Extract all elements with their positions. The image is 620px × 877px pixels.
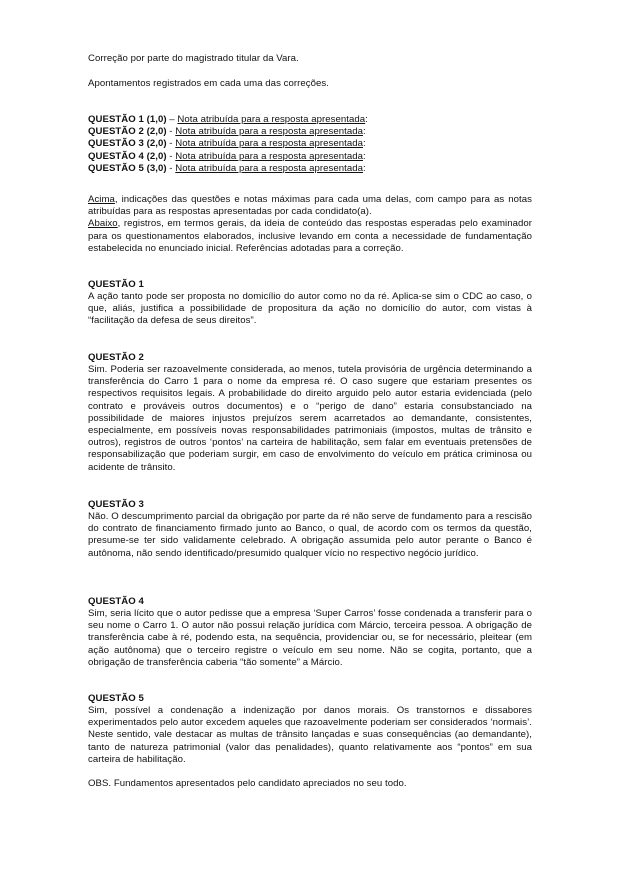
grade-text: Nota atribuída para a resposta apresentada — [177, 114, 366, 125]
question-title: QUESTÃO 2 — [88, 352, 144, 363]
grade-colon: : — [365, 114, 368, 125]
question-title: QUESTÃO 5 — [88, 693, 144, 704]
note-acima-text: , indicações das questões e notas máximas para cada uma delas, com campo para as notas atribuídas para as respostas apresentadas por cada condidato(a). — [88, 194, 532, 218]
note-abaixo-word: Abaixo — [88, 218, 118, 230]
question-4-title — [88, 596, 532, 608]
grade-label: QUESTÃO 3 (2,0) — [88, 138, 167, 150]
question-title: QUESTÃO 4 — [88, 596, 144, 607]
grade-colon: : — [362, 126, 366, 138]
grade-label: QUESTÃO 5 (3,0) — [88, 162, 167, 174]
note-acima-word: Acima — [88, 194, 115, 205]
grades-list — [88, 114, 532, 175]
grade-separator: - — [166, 162, 176, 174]
grade-row-q1 — [88, 114, 532, 126]
grade-row-q3 — [88, 138, 532, 150]
grade-colon: : — [362, 162, 366, 174]
question-1-body: A ação tanto pode ser proposta no domicílio do autor como no da ré. Aplica-se sim o CDC ao caso, o que, aliás, justifica a possibilidade de propositura da ação no domicílio do autor, com vistas à “facilitação da defesa de seus direitos”. — [88, 291, 532, 327]
grade-colon: : — [362, 150, 366, 162]
question-1-title — [88, 279, 532, 291]
grade-row-q2 — [88, 126, 532, 138]
grade-label: QUESTÃO 2 (2,0) — [88, 126, 167, 138]
grade-colon: : — [362, 138, 366, 150]
grade-row-q5 — [88, 163, 532, 175]
question-3-body: Não. O descumprimento parcial da obrigação por parte da ré não serve de fundamento para a rescisão do contrato de financiamento firmado junto ao Banco, o qual, de acordo com os termos da questão, presume-se ter sido validamente celebrado. A obrigação assumida pelo autor perante o Banco é autônoma, não sendo identificado/presumido qualquer vício no respectivo negócio jurídico. — [88, 511, 532, 559]
grade-text: Nota atribuída para a resposta apresentada — [175, 162, 363, 174]
grade-separator: - — [166, 138, 176, 150]
question-3-title — [88, 499, 532, 511]
grade-separator: – — [166, 114, 178, 125]
grade-label: QUESTÃO 4 (2,0) — [88, 150, 167, 162]
question-5-title — [88, 693, 532, 705]
intro-line-2: Apontamentos registrados em cada uma das correções. — [88, 78, 329, 89]
notes-block — [88, 194, 532, 255]
grade-label: QUESTÃO 1 (1,0) — [88, 114, 167, 125]
question-4-body: Sim, seria lícito que o autor pedisse que a empresa ‘Super Carros’ fosse condenada a transferir para o seu nome o Carro 1. O autor não possui relação jurídica com Márcio, terceira pessoa. A obrigação de transferência cabe à ré, podendo esta, na sequência, providenciar ou, se for necessário, pleitear (em ação autônoma) que o terceiro registre o veículo em seu nome. Não se cogita, portanto, que a obrigação de transferência caberia “tão somente” a Márcio. — [88, 608, 532, 668]
question-title: QUESTÃO 1 — [88, 279, 144, 290]
note-acima — [88, 194, 532, 218]
note-abaixo — [88, 218, 532, 255]
grade-text: Nota atribuída para a resposta apresentada — [175, 138, 363, 150]
note-abaixo-text: , registros, em termos gerais, da ideia de conteúdo das respostas esperadas pelo examinador para os questionamentos elaborados, inclusive levando em conta a necessidade de fundamentação estabelecida no enunciado inicial. Referências adotadas para a correção. — [88, 218, 532, 254]
question-2-body: Sim. Poderia ser razoavelmente considerada, ao menos, tutela provisória de urgência determinando a transferência do Carro 1 para o nome da empresa ré. O caso sugere que estariam presentes os respectivos requisitos legais. A probabilidade do direito arguido pelo autor estaria evidenciada (pelo contrato e prováveis outros documentos) e o “perigo de dano” estaria consubstanciado na possibilidade de maiores injustos prejuízos serem acarretados ao demandante, consistentes, especialmente, em possíveis novas responsabilidades patrimoniais (impostos, multas de trânsito e outros), registros de outros ‘pontos’ na carteira de habilitação, sem falar em eventuais pretensões de responsabilização que poderiam surgir, em caso de envolvimento do veículo em prática criminosa ou acidente de trânsito. — [88, 364, 532, 473]
question-2-title — [88, 352, 532, 364]
intro-line-1: Correção por parte do magistrado titular da Vara. — [88, 53, 299, 64]
grade-row-q4 — [88, 151, 532, 163]
grade-text: Nota atribuída para a resposta apresentada — [175, 150, 363, 162]
grade-text: Nota atribuída para a resposta apresentada — [175, 126, 363, 138]
grade-separator: - — [166, 126, 176, 138]
question-5-obs: OBS. Fundamentos apresentados pelo candidato apreciados no seu todo. — [88, 778, 407, 789]
question-title: QUESTÃO 3 — [88, 499, 144, 510]
question-5-body: Sim, possível a condenação a indenização por danos morais. Os transtornos e dissabores experimentados pelo autor excedem aqueles que razoavelmente poderiam ser considerados ‘normais’. Neste sentido, vale destacar as multas de trânsito lançadas e suas consequências (ao demandante), tanto de natureza patrimonial (valor das penalidades), quanto relativamente aos “pontos” em sua carteira de habilitação. — [88, 705, 532, 765]
grade-separator: - — [166, 150, 176, 162]
